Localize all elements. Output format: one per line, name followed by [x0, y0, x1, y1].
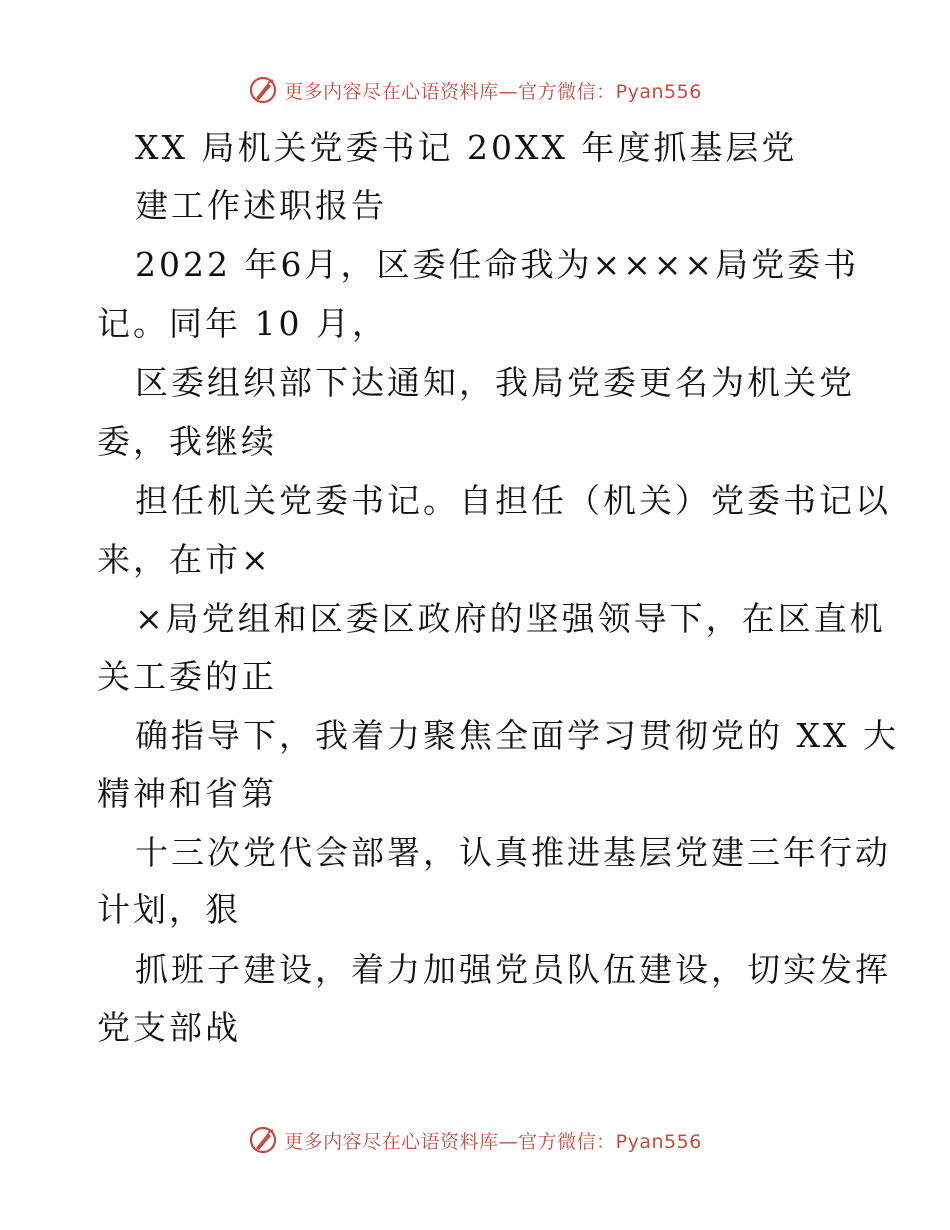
quill-pen-icon — [248, 1125, 278, 1155]
text-line: 确指导下，我着力聚焦全面学习贯彻党的 XX 大 — [135, 716, 899, 755]
text-line: ×局党组和区委区政府的坚强领导下，在区直机 — [135, 599, 886, 638]
text-line: 党支部战 — [97, 1008, 241, 1047]
quill-pen-icon — [248, 75, 278, 105]
text-line: 十三次党代会部署，认真推进基层党建三年行动 — [135, 833, 891, 872]
text-line: 区委组织部下达通知，我局党委更名为机关党 — [135, 363, 855, 402]
banner-text: 更多内容尽在心语资料库—官方微信：Pyan556 — [284, 80, 702, 103]
banner-text: 更多内容尽在心语资料库—官方微信：Pyan556 — [284, 1130, 702, 1153]
text-line: 计划，狠 — [97, 890, 241, 929]
header-banner — [0, 70, 950, 110]
title-line-1: XX 局机关党委书记 20XX 年度抓基层党 — [135, 128, 798, 167]
text-line: 2022 年6月，区委任命我为××××局党委书 — [135, 245, 860, 284]
text-line: 抓班子建设，着力加强党员队伍建设，切实发挥 — [135, 950, 891, 989]
footer-banner — [0, 1120, 950, 1160]
text-line: 委，我继续 — [97, 422, 277, 461]
text-line: 担任机关党委书记。自担任（机关）党委书记以 — [135, 481, 891, 520]
text-line: 来，在市× — [97, 540, 272, 579]
title-line-2: 建工作述职报告 — [135, 186, 387, 225]
text-line: 记。同年 10 月， — [97, 304, 388, 343]
text-line: 关工委的正 — [97, 657, 277, 696]
text-line: 精神和省第 — [97, 774, 277, 813]
